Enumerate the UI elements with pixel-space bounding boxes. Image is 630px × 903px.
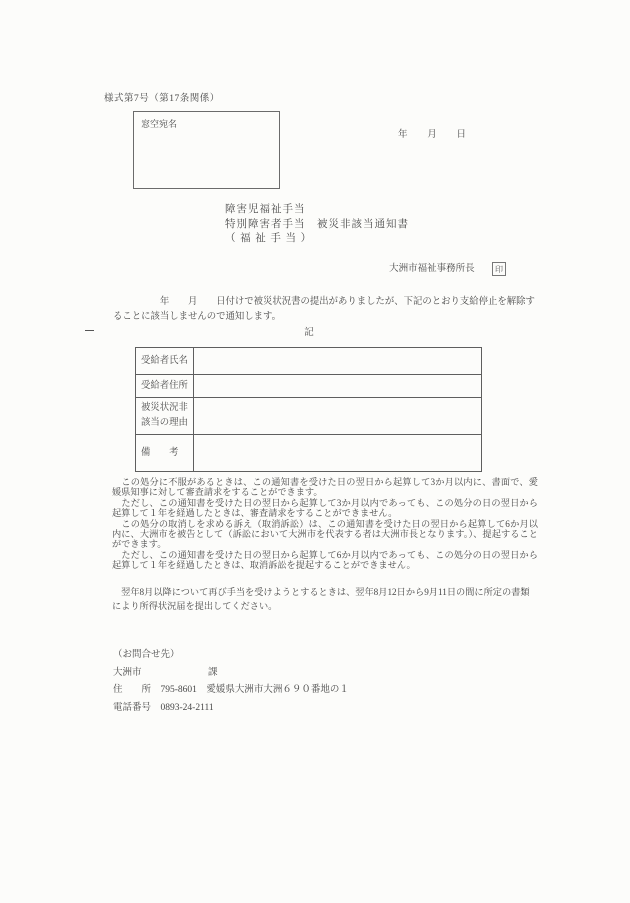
contact-phone-line: 電話番号 0893-24-2111 xyxy=(113,702,214,713)
issuer-name: 大洲市福祉事務所長 xyxy=(389,264,475,274)
renewal-note: 翌年8月以降について再び手当を受けようとするときは、翌年8月12日から9月11日の間に所定の書類により所得状況届を提出してください。 xyxy=(112,587,530,611)
address-box-label: 窓空宛名 xyxy=(141,119,178,129)
appeal-note-paragraph: この処分の取消しを求める訴え（取消訴訟）は、この通知書を受けた日の翌日から起算して6か月以内に、大洲市を被告として（訴訟において大洲市を代表する者は大洲市長となります。）、提起することができます。 xyxy=(112,518,538,550)
document-title xyxy=(225,203,409,247)
recipient-info-table xyxy=(135,347,482,472)
row-label-recipient-name: 受給者氏名 xyxy=(136,348,194,375)
date-line xyxy=(398,126,466,140)
appeal-note-paragraph: この処分に不服があるときは、この通知書を受けた日の翌日から起算して3か月以内に、書面で、愛媛県知事に対して審査請求をすることができます。 xyxy=(112,477,538,498)
fold-mark xyxy=(85,330,94,331)
issuer-line xyxy=(0,260,506,276)
contact-office-line: 大洲市 課 xyxy=(113,667,218,678)
contact-block xyxy=(113,647,349,717)
table-row xyxy=(136,375,482,398)
title-line-1: 障害児福祉手当 xyxy=(225,204,306,215)
title-line-3: （ 福 祉 手 当 ） xyxy=(225,233,313,244)
row-label-remarks: 備 考 xyxy=(136,435,194,472)
date-day-label: 日 xyxy=(456,130,466,140)
table-row xyxy=(136,348,482,375)
table-row xyxy=(136,435,482,472)
table-row xyxy=(136,398,482,435)
row-value-remarks xyxy=(194,435,482,472)
contact-address-line: 住 所 795-8601 愛媛県大洲市大洲６９０番地の１ xyxy=(113,685,349,695)
appeal-note-paragraph: ただし、この通知書を受けた日の翌日から起算して6か月以内であっても、この処分の日の翌日から起算して１年を経過したときは、取消訴訟を提起することができません。 xyxy=(112,549,538,571)
title-line-2: 特別障害者手当 被災非該当通知書 xyxy=(225,218,409,230)
appeal-notes xyxy=(112,477,538,571)
row-value-reason xyxy=(194,398,482,435)
row-value-recipient-name xyxy=(194,348,482,375)
date-month-label: 月 xyxy=(427,130,437,140)
seal-stamp-box: 印 xyxy=(492,262,506,276)
form-number: 様式第7号（第17条関係） xyxy=(104,94,220,104)
ki-heading: 記 xyxy=(304,328,314,338)
date-year-label: 年 xyxy=(398,130,408,140)
window-address-box xyxy=(133,111,280,189)
row-label-recipient-address: 受給者住所 xyxy=(136,375,194,398)
row-label-reason: 被災状況非該当の理由 xyxy=(136,398,194,435)
intro-paragraph: 年 月 日付けで被災状況書の提出がありましたが、下記のとおり支給停止を解除することに該当しませんので通知します。 xyxy=(113,297,535,322)
row-value-recipient-address xyxy=(194,375,482,398)
appeal-note-paragraph: ただし、この通知書を受けた日の翌日から起算して3か月以内であっても、この処分の日の翌日から起算して１年を経過したときは、審査請求をすることができません。 xyxy=(112,497,538,519)
contact-heading: （お問合せ先） xyxy=(113,650,180,660)
